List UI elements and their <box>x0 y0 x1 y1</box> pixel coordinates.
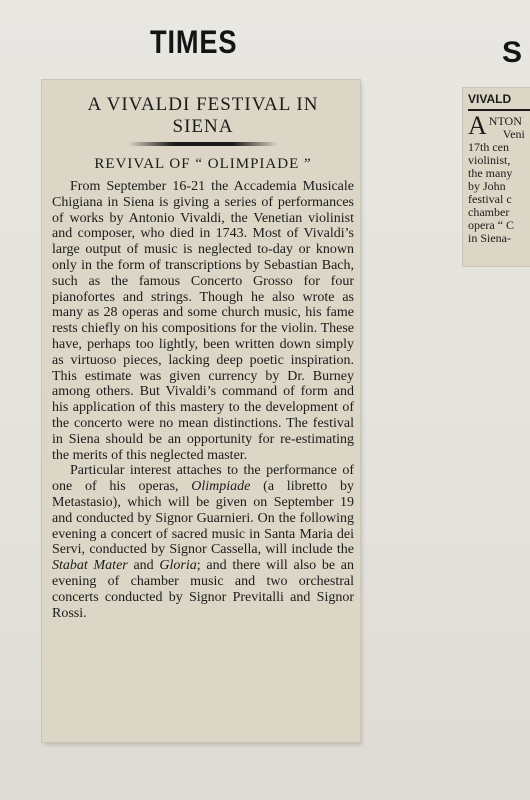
article-clipping <box>42 80 360 742</box>
side-clipping-headline: VIVALD <box>468 92 530 111</box>
headline <box>52 94 354 138</box>
side-clipping-line: chamber <box>468 205 510 219</box>
masthead-fragment: S <box>502 36 523 69</box>
headline-line-2: SIENA <box>172 116 234 137</box>
work-title-gloria: Gloria <box>159 558 197 574</box>
side-clipping-line: festival c <box>468 192 512 206</box>
side-clipping-lines <box>468 141 530 245</box>
work-title-stabat-mater: Stabat Mater <box>52 558 128 574</box>
side-clipping-line: opera “ C <box>468 218 514 232</box>
side-clipping-line: in Siena- <box>468 231 511 245</box>
paragraph-2 <box>52 463 354 621</box>
side-line-b: Veni <box>502 127 525 141</box>
side-clipping <box>463 88 530 266</box>
masthead-times: TIMES <box>150 24 238 60</box>
side-clipping-line: 17th cen <box>468 140 509 154</box>
side-clipping-line: the many <box>468 166 513 180</box>
paragraph-2-part-d: ; and there will also be an evening of chamber music and two orchestral concerts conducted by Signor Previtalli and Signor Rossi. <box>52 558 355 621</box>
ornamental-rule <box>128 142 278 146</box>
article-body <box>52 179 354 621</box>
side-clipping-line: violinist, <box>468 153 511 167</box>
subheadline: REVIVAL OF “ OLIMPIADE ” <box>94 156 312 172</box>
paragraph-2-part-a: Particular interest attaches to the performance of one of his operas, <box>52 463 354 495</box>
paragraph-2-part-c: and <box>127 558 160 574</box>
side-clipping-line: by John <box>468 179 506 193</box>
side-line-a: NTON <box>488 114 522 128</box>
opera-title-olimpiade: Olimpiade <box>191 479 251 495</box>
paragraph-2-part-b: (a libretto by Metastasio), which will be given on September 19 and conducted by Signor Guarnieri. On the following evening a concert of sacred music in Santa Maria dei Servi, conducted by Signor Cassella, will include the <box>52 479 354 558</box>
dropcap: A <box>468 111 487 140</box>
headline-line-1: A VIVALDI FESTIVAL IN <box>87 94 319 115</box>
paragraph-1: From September 16-21 the Accademia Musicale Chigiana in Siena is giving a series of performances of works by Antonio Vivaldi, the Venetian violinist and composer, who died in 1743. Most of Vivaldi’s large output of music is neglected to-day or known only in the form of transcriptions by Sebastian Bach, such as the famous Concerto Grosso for four pianofortes and strings. Though he also wrote as many as 28 operas and some church music, his fame rests chiefly on his compositions for the violin. These have, perhaps too lightly, been written down simply as virtuoso pieces, lacking deep poetic inspiration. This estimate was given currency by Dr. Burney among others. But Vivaldi’s command of form and his application of this mastery to the development of the concerto were no mean distinctions. The festival in Siena should be an opportunity for re-estimating the merits of this neglected master. <box>52 179 354 463</box>
